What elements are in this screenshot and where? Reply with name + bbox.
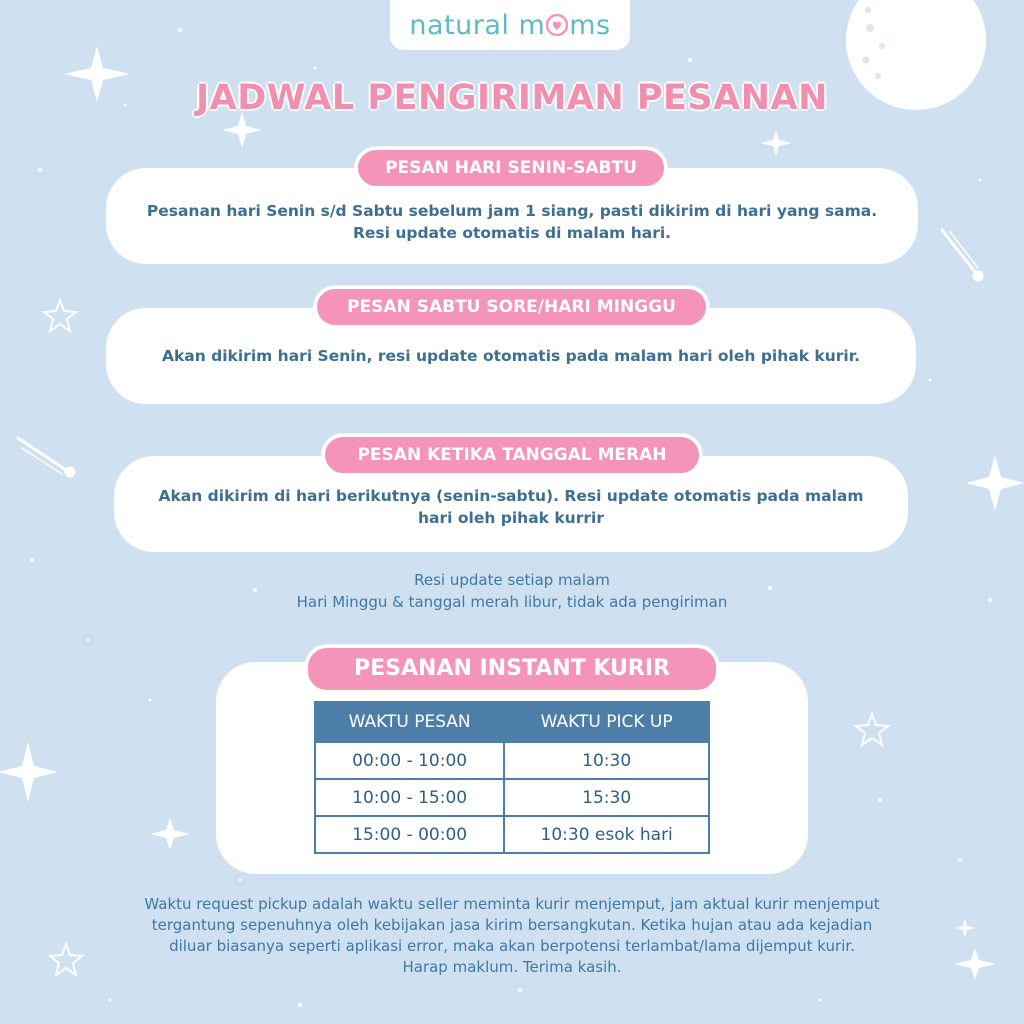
footer-line: Harap maklum. Terima kasih. <box>402 958 622 976</box>
section-label-weekend: PESAN SABTU SORE/HARI MINGGU <box>314 286 709 328</box>
brand-logo <box>390 0 630 50</box>
table-cell: 00:00 - 10:00 <box>315 742 504 779</box>
table-header-row <box>315 702 709 742</box>
info-card-text: Akan dikirim di hari berikutnya (senin-sabtu). Resi update otomatis pada malam hari oleh pihak kurrir <box>158 487 864 527</box>
footer-line: tergantung sepenuhnya oleh kebijakan jasa kirim bersangkutan. Ketika hujan atau ada kejadian <box>151 916 873 934</box>
section-label-holiday: PESAN KETIKA TANGGAL MERAH <box>322 434 702 476</box>
table-header-cell: WAKTU PESAN <box>315 702 504 742</box>
instant-courier-table <box>314 701 710 854</box>
heart-leaf-icon <box>546 14 568 36</box>
table-row <box>315 779 709 816</box>
table-cell: 10:30 esok hari <box>504 816 709 853</box>
section-label-weekday: PESAN HARI SENIN-SABTU <box>355 147 667 189</box>
info-card-text: Akan dikirim hari Senin, resi update otomatis pada malam hari oleh pihak kurir. <box>161 347 861 365</box>
table-header-cell: WAKTU PICK UP <box>504 702 709 742</box>
section-label-instant: PESANAN INSTANT KURIR <box>305 645 719 693</box>
table-cell: 15:00 - 00:00 <box>315 816 504 853</box>
page-title: JADWAL PENGIRIMAN PESANAN <box>196 78 828 118</box>
table-row <box>315 742 709 779</box>
brand-name-right: ms <box>569 9 611 41</box>
info-card-text: Pesanan hari Senin s/d Sabtu sebelum jam 1 siang, pasti dikirim di hari yang sama. Resi update otomatis di malam hari. <box>146 202 878 242</box>
note-holiday: Hari Minggu & tanggal merah libur, tidak ada pengiriman <box>296 593 728 611</box>
table-cell: 10:30 <box>504 742 709 779</box>
table-row <box>315 816 709 853</box>
footer-disclaimer <box>120 894 904 978</box>
footer-line: diluar biasanya seperti aplikasi error, maka akan berpotensi terlambat/lama dijemput kurir. <box>169 937 855 955</box>
table-cell: 15:30 <box>504 779 709 816</box>
footer-line: Waktu request pickup adalah waktu seller meminta kurir menjemput, jam aktual kurir menjemput <box>144 895 880 913</box>
brand-name-left: natural m <box>409 9 546 41</box>
table-cell: 10:00 - 15:00 <box>315 779 504 816</box>
note-resi: Resi update setiap malam <box>414 571 610 589</box>
